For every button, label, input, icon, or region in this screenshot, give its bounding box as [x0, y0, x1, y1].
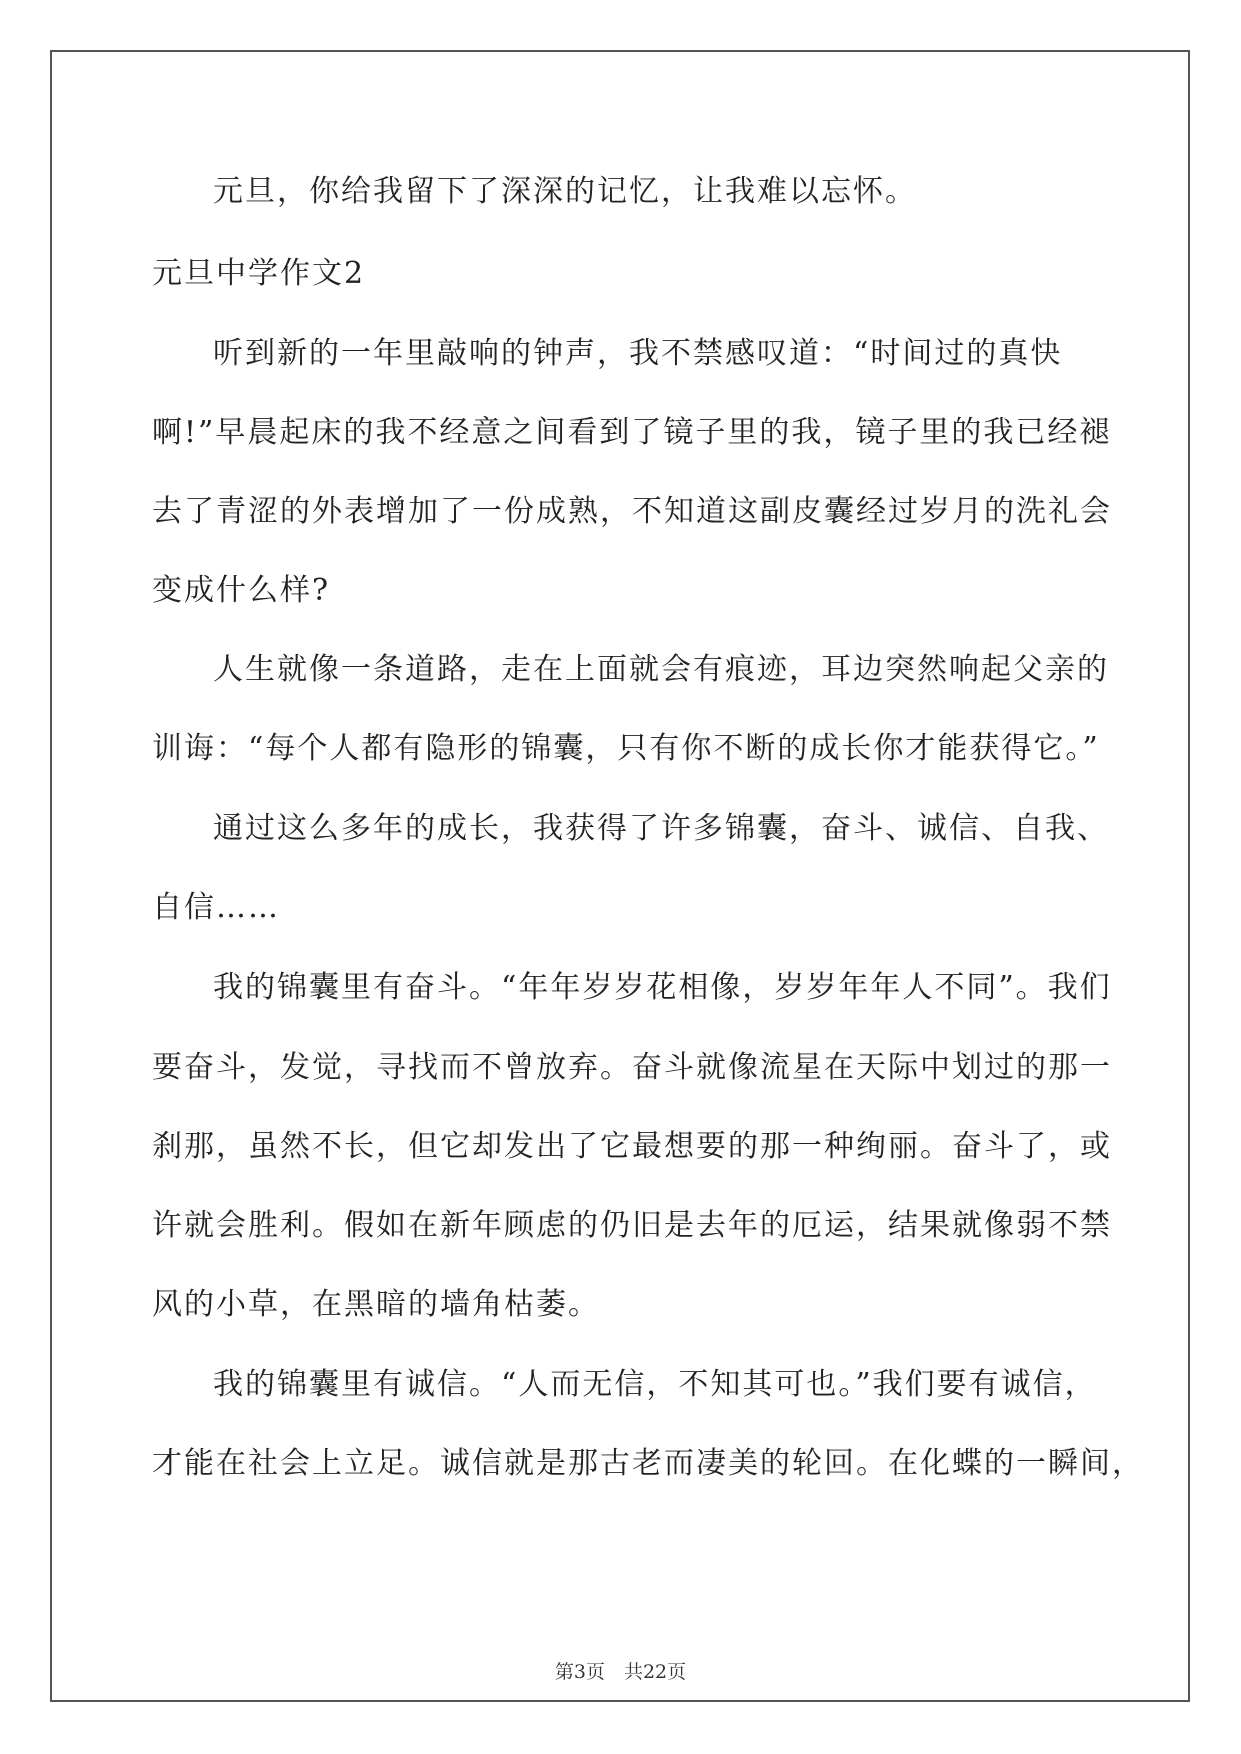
paragraph-line: 才能在社会上立足。诚信就是那古老而凄美的轮回。在化蝶的一瞬间， — [152, 1446, 1144, 1481]
paragraph-line: 风的小草，在黑暗的墙角枯萎。 — [152, 1287, 600, 1322]
paragraph-line: 听到新的一年里敲响的钟声，我不禁感叹道：“时间过的真快 — [213, 336, 1063, 371]
paragraph-line: 我的锦囊里有奋斗。“年年岁岁花相像，岁岁年年人不同”。我们 — [213, 970, 1112, 1005]
paragraph-line: 通过这么多年的成长，我获得了许多锦囊，奋斗、诚信、自我、 — [213, 811, 1109, 846]
paragraph-line: 刹那，虽然不长，但它却发出了它最想要的那一种绚丽。奋斗了，或 — [152, 1129, 1112, 1164]
paragraph-line: 自信…… — [152, 890, 280, 925]
paragraph-line: 许就会胜利。假如在新年顾虑的仍旧是去年的厄运，结果就像弱不禁 — [152, 1208, 1112, 1243]
paragraph-line: 我的锦囊里有诚信。“人而无信，不知其可也。”我们要有诚信， — [213, 1367, 1097, 1402]
page-number-footer: 第3页 共22页 — [554, 1661, 687, 1683]
paragraph-line: 去了青涩的外表增加了一份成熟，不知道这副皮囊经过岁月的洗礼会 — [152, 494, 1112, 529]
paragraph-line: 人生就像一条道路，走在上面就会有痕迹，耳边突然响起父亲的 — [213, 652, 1109, 687]
paragraph-line: 变成什么样? — [152, 573, 331, 608]
paragraph-line: 要奋斗，发觉，寻找而不曾放弃。奋斗就像流星在天际中划过的那一 — [152, 1050, 1112, 1085]
section-heading: 元旦中学作文2 — [152, 256, 366, 291]
paragraph-line: 训诲：“每个人都有隐形的锦囊，只有你不断的成长你才能获得它。” — [152, 731, 1100, 766]
paragraph-line: 啊!”早晨起床的我不经意之间看到了镜子里的我，镜子里的我已经褪 — [152, 415, 1112, 450]
paragraph-line: 元旦，你给我留下了深深的记忆，让我难以忘怀。 — [213, 174, 917, 209]
